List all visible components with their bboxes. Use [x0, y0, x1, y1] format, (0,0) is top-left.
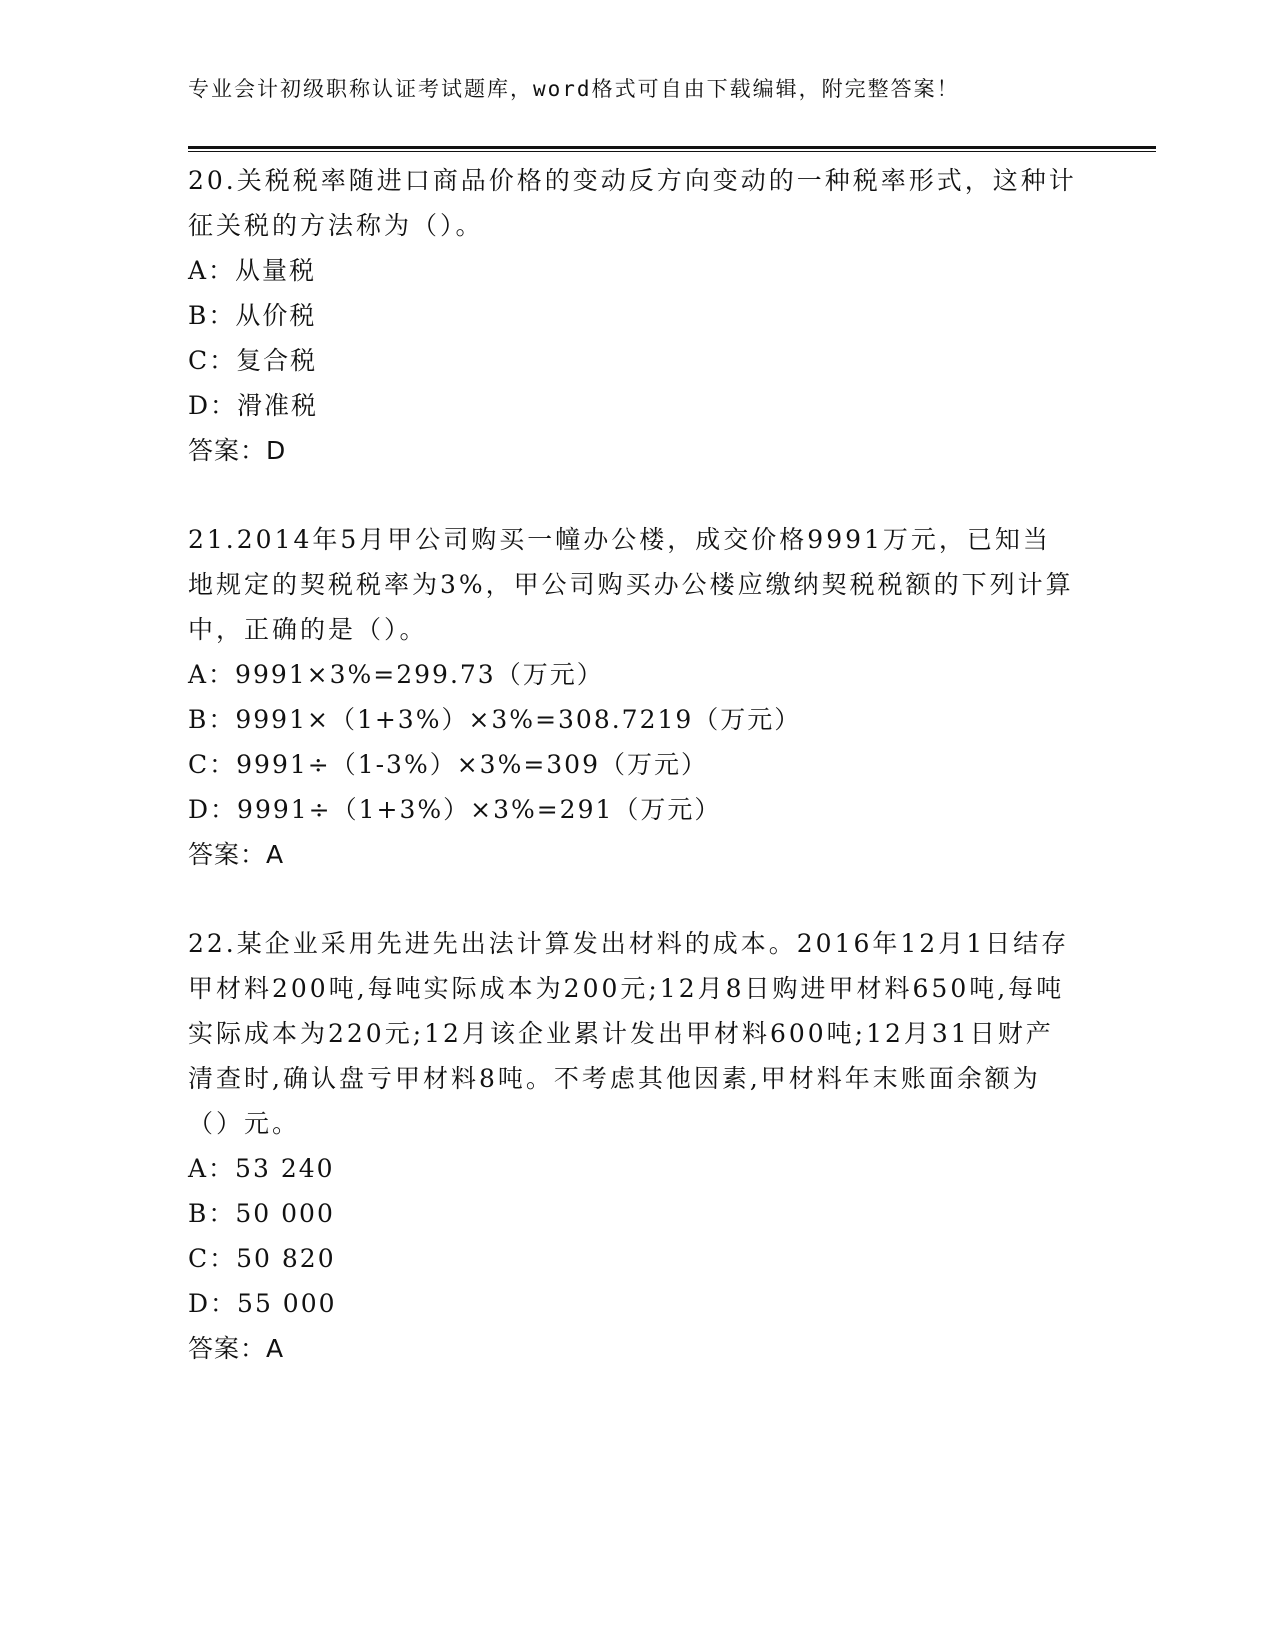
option-b: B：从价税	[188, 301, 317, 330]
answer-line: 答案：D	[188, 436, 287, 465]
question-gap	[188, 877, 1078, 921]
question-list	[188, 158, 1078, 1371]
question-21	[188, 517, 1078, 877]
question-20	[188, 158, 1078, 473]
option-c: C：复合税	[188, 346, 318, 375]
question-stem: 20.关税税率随进口商品价格的变动反方向变动的一种税率形式，这种计征关税的方法称为（）。	[188, 166, 1077, 240]
answer-line: 答案：A	[188, 840, 285, 869]
question-22	[188, 921, 1078, 1371]
option-a: A：从量税	[188, 256, 317, 285]
option-a: A：53 240	[188, 1154, 335, 1183]
option-d: D：滑准税	[188, 391, 319, 420]
question-stem: 21.2014年5月甲公司购买一幢办公楼，成交价格9991万元，已知当地规定的契税税率为3%，甲公司购买办公楼应缴纳契税税额的下列计算中，正确的是（）。	[188, 525, 1074, 644]
question-gap	[188, 473, 1078, 517]
option-d: D：55 000	[188, 1289, 337, 1318]
option-b: B：50 000	[188, 1199, 335, 1228]
option-b: B：9991×（1+3%）×3%=308.7219（万元）	[188, 705, 802, 734]
option-d: D：9991÷（1+3%）×3%=291（万元）	[188, 795, 722, 824]
question-stem: 22.某企业采用先进先出法计算发出材料的成本。2016年12月1日结存甲材料200吨,每吨实际成本为200元;12月8日购进甲材料650吨,每吨实际成本为220元;12月该企业累计发出甲材料600吨;12月31日财产清查时,确认盘亏甲材料8吨。不考虑其他因素,甲材料年末账面余额为（）元。	[188, 929, 1070, 1138]
option-c: C：50 820	[188, 1244, 336, 1273]
header-rule-thick	[188, 146, 1156, 149]
header-rule-thin	[188, 151, 1156, 152]
answer-line: 答案：A	[188, 1334, 285, 1363]
page-header: 专业会计初级职称认证考试题库，word格式可自由下载编辑，附完整答案！	[188, 77, 960, 101]
option-c: C：9991÷（1-3%）×3%=309（万元）	[188, 750, 708, 779]
option-a: A：9991×3%=299.73（万元）	[188, 660, 604, 689]
